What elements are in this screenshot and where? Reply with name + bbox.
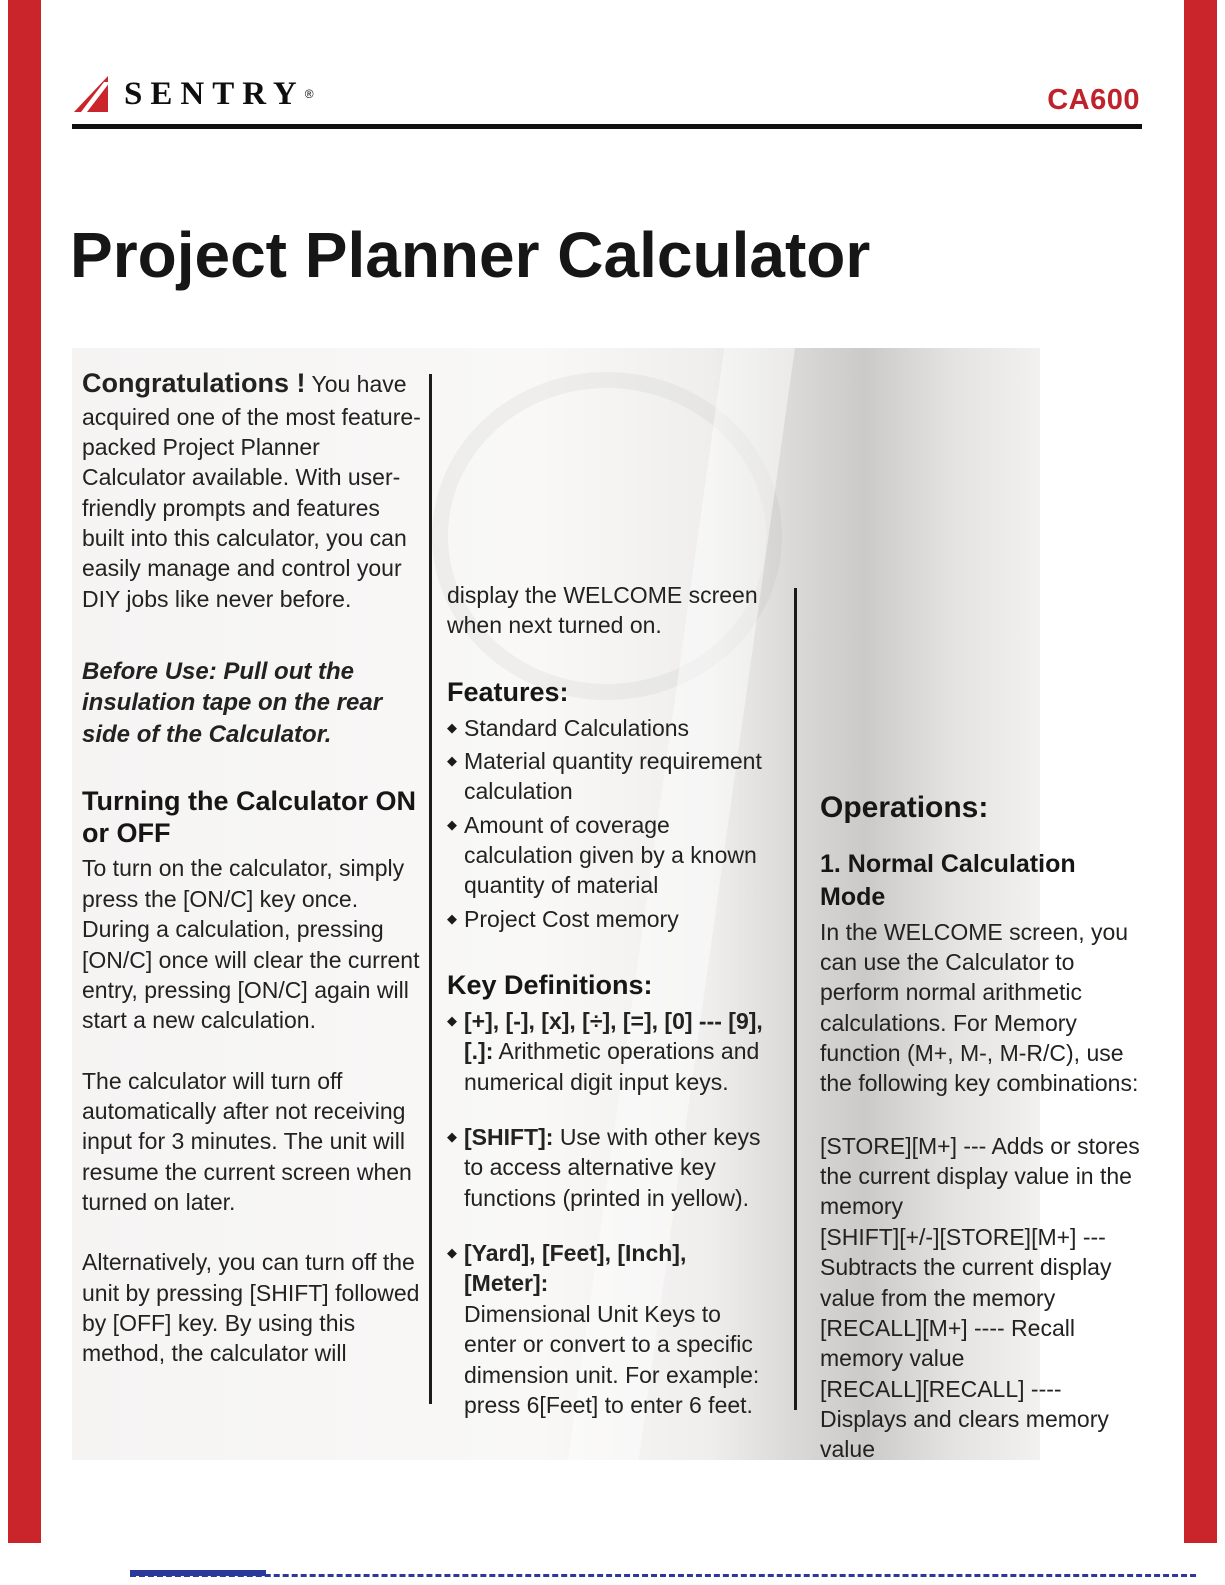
combo-line: [RECALL][M+] ---- Recall memory value [820, 1314, 1075, 1372]
model-number: CA600 [1047, 84, 1140, 116]
combo-line: [SHIFT][+/-][STORE][M+] --- Subtracts the current display value from the memory [820, 1223, 1112, 1311]
normal-mode-text: In the WELCOME screen, you can use the Calculator to perform normal arithmetic calculations. For Memory function (M+, M-, M-R/C), use the following key combinations: [820, 918, 1139, 1097]
turning-paragraph-1: To turn on the calculator, simply press the [ON/C] key once. During a calculation, pressing [ON/C] once will clear the current entry, pressing [ON/C] again will start a new calculation. [82, 855, 420, 1034]
combo-line: [RECALL][RECALL] ---- Displays and clears memory value [820, 1375, 1109, 1463]
feature-text: Standard Calculations [464, 714, 690, 741]
right-red-edge [1184, 0, 1217, 1543]
normal-mode-heading: 1. Normal Calculation Mode [820, 849, 1076, 911]
operations-heading: Operations: [820, 791, 989, 824]
diamond-bullet-icon: ◆ [447, 1245, 457, 1261]
registered-mark: ® [304, 87, 314, 101]
key-term: [Yard], [Feet], [Inch], [Meter]: [464, 1240, 687, 1297]
page-title: Project Planner Calculator [70, 219, 871, 291]
list-item [447, 810, 777, 901]
sentry-logo [72, 74, 314, 114]
continuation-paragraph: display the WELCOME screen when next turned on. [447, 582, 758, 639]
diamond-bullet-icon: ◆ [447, 1129, 457, 1145]
key-definitions-heading: Key Definitions: [447, 970, 653, 1001]
congratulations-text: You have acquired one of the most feature-packed Project Planner Calculator available. With user-friendly prompts and features built into this calculator, you can easily manage and control your DIY jobs like never before. [82, 371, 421, 612]
turning-paragraph-2: The calculator will turn off automatically after not receiving input for 3 minutes. The unit will resume the current screen when turned on later. [82, 1067, 412, 1216]
feature-text: Amount of coverage calculation given by a known quantity of material [464, 811, 757, 899]
key-definition [447, 1238, 777, 1420]
turning-paragraph-3: Alternatively, you can turn off the unit by pressing [SHIFT] followed by [OFF] key. By using this method, the calculator will [82, 1249, 420, 1367]
diamond-bullet-icon: ◆ [447, 752, 457, 768]
sentry-logo-icon [72, 74, 118, 114]
feature-text: Project Cost memory [464, 905, 679, 932]
key-definition [447, 1006, 777, 1097]
brand-name: SENTRY [124, 75, 305, 112]
before-use-note: Before Use: Pull out the insulation tape on the rear side of the Calculator. [82, 658, 383, 748]
key-term: [SHIFT]: [464, 1124, 554, 1151]
combo-line: [STORE][M+] --- Adds or stores the current display value in the memory [820, 1132, 1140, 1220]
key-description: Use with other keys to access alternative key functions (printed in yellow). [464, 1124, 761, 1211]
congratulations-lead: Congratulations ! [82, 368, 306, 398]
diamond-bullet-icon: ◆ [447, 1012, 457, 1028]
feature-text: Material quantity requirement calculation [464, 747, 762, 805]
key-description: Arithmetic operations and numerical digit input keys. [464, 1038, 760, 1095]
column-features [447, 580, 777, 1445]
features-list [447, 713, 777, 935]
diamond-bullet-icon: ◆ [447, 910, 457, 926]
list-item [447, 746, 777, 807]
key-combinations [820, 1131, 1142, 1465]
footer-dashed-line [130, 1574, 1196, 1577]
list-item [447, 904, 777, 934]
key-term: [+], [-], [x], [÷], [=], [0] --- [9], [.]: [464, 1007, 763, 1065]
key-description: Dimensional Unit Keys to enter or convert to a specific dimension unit. For example: press 6[Feet] to enter 6 feet. [464, 1300, 760, 1418]
list-item [447, 713, 777, 743]
column-intro [82, 366, 422, 1382]
column-divider-2 [794, 588, 797, 1410]
key-definition [447, 1122, 777, 1213]
footer-solid-line [130, 1570, 266, 1576]
header-rule [72, 124, 1142, 129]
column-divider-1 [429, 374, 432, 1404]
diamond-bullet-icon: ◆ [447, 816, 457, 832]
features-heading: Features: [447, 676, 569, 707]
diamond-bullet-icon: ◆ [447, 719, 457, 735]
congratulations-paragraph [82, 366, 422, 614]
turning-heading: Turning the Calculator ON or OFF [82, 785, 417, 848]
column-operations [820, 788, 1142, 1465]
left-red-edge [8, 0, 41, 1543]
